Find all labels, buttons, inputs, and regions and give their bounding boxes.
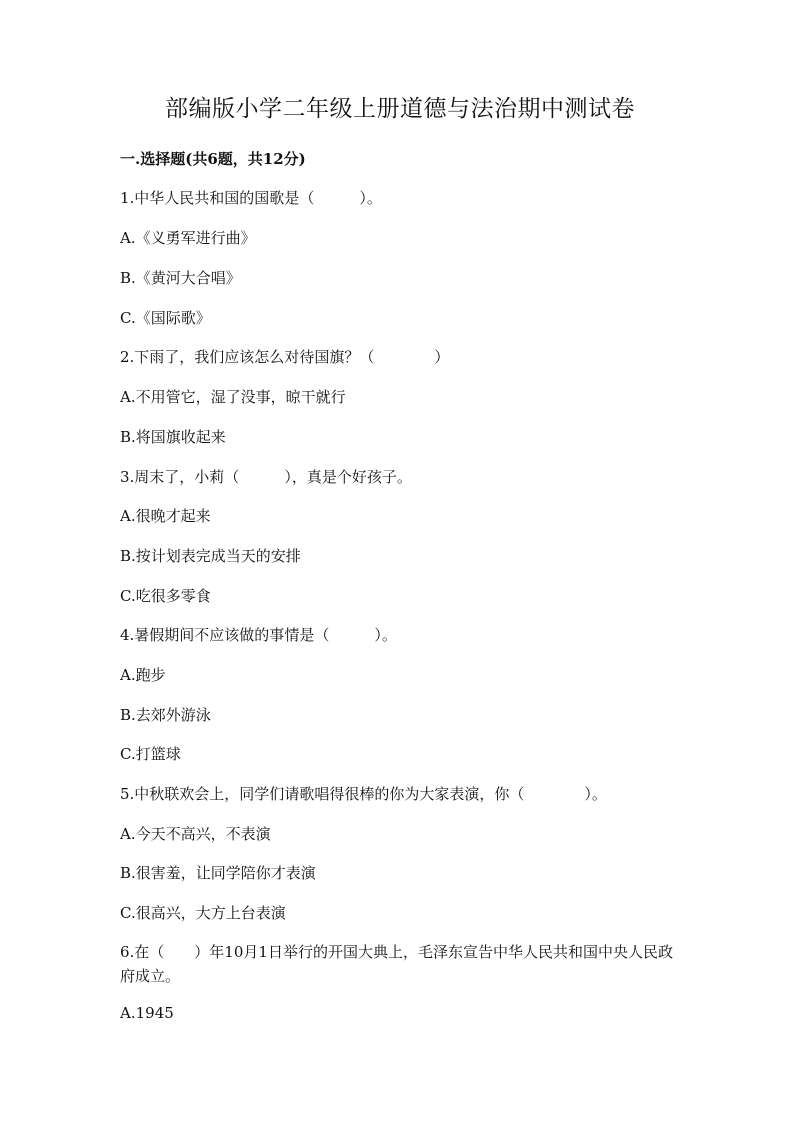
q1-option-c: C.《国际歌》 xyxy=(120,309,211,327)
q4-option-c: C.打篮球 xyxy=(120,745,181,763)
question-3: 3.周末了，小莉（ ），真是个好孩子。 xyxy=(120,468,412,486)
q5-option-c: C.很高兴，大方上台表演 xyxy=(120,904,286,922)
q6-option-a: A.1945 xyxy=(120,1004,174,1022)
q2-option-a: A.不用管它，湿了没事，晾干就行 xyxy=(120,388,346,406)
q3-option-c: C.吃很多零食 xyxy=(120,587,211,605)
q2-option-b: B.将国旗收起来 xyxy=(120,428,226,446)
question-4: 4.暑假期间不应该做的事情是（ ）。 xyxy=(120,626,397,644)
section-heading: 一.选择题(共6题，共12分) xyxy=(120,150,306,168)
q4-option-a: A.跑步 xyxy=(120,666,166,684)
q4-option-b: B.去郊外游泳 xyxy=(120,706,211,724)
q1-option-b: B.《黄河大合唱》 xyxy=(120,269,241,287)
q3-option-a: A.很晚才起来 xyxy=(120,507,211,525)
q1-option-a: A.《义勇军进行曲》 xyxy=(120,229,256,247)
question-1: 1.中华人民共和国的国歌是（ ）。 xyxy=(120,189,382,207)
question-6: 6.在（ ）年10月1日举行的开国大典上，毛泽东宣告中华人民共和国中央人民政府成立。 xyxy=(120,943,673,985)
q5-option-b: B.很害羞，让同学陪你才表演 xyxy=(120,864,316,882)
question-2: 2.下雨了，我们应该怎么对待国旗？（ ） xyxy=(120,348,450,366)
page-title: 部编版小学二年级上册道德与法治期中测试卷 xyxy=(165,96,635,122)
q3-option-b: B.按计划表完成当天的安排 xyxy=(120,547,301,565)
question-5: 5.中秋联欢会上，同学们请歌唱得很棒的你为大家表演，你（ ）。 xyxy=(120,785,607,803)
q5-option-a: A.今天不高兴，不表演 xyxy=(120,825,271,843)
